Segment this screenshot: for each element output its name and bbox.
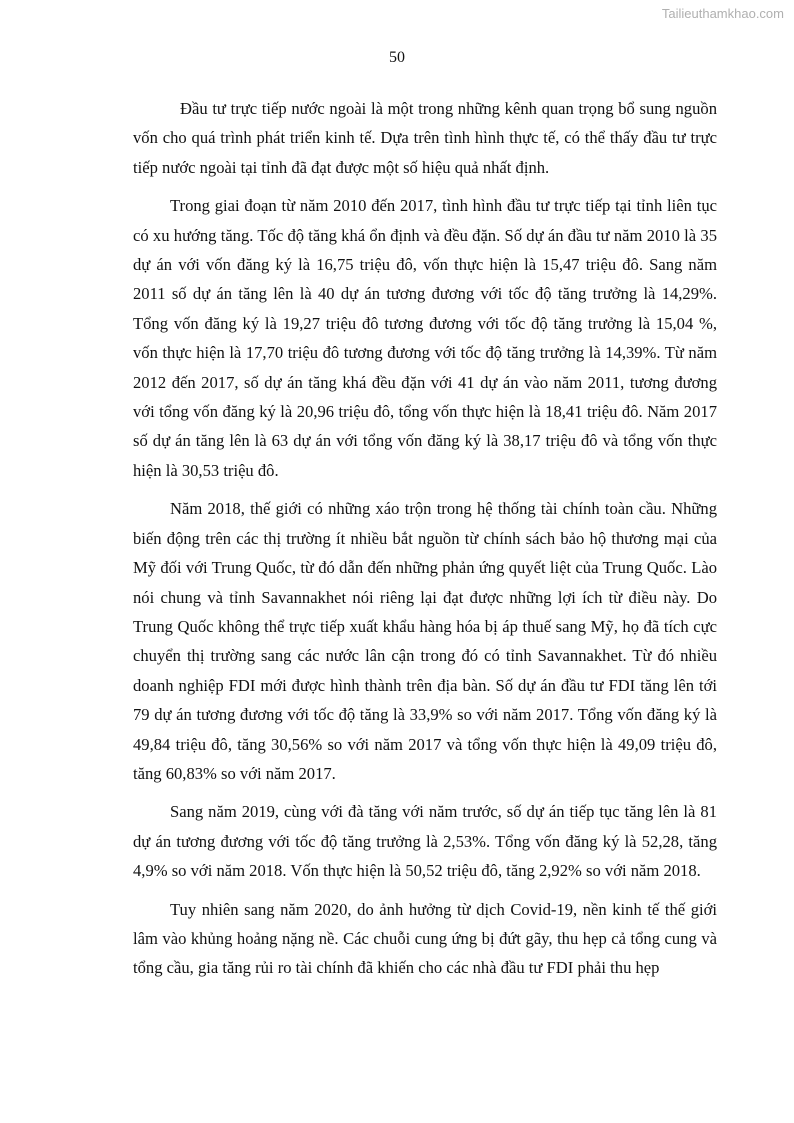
paragraph-2010-2017: Trong giai đoạn từ năm 2010 đến 2017, tình hình đầu tư trực tiếp tại tỉnh liên tục có xu hướng tăng. Tốc độ tăng khá ổn định và đều đặn. Số dự án đầu tư năm 2010 là 35 dự án với vốn đăng ký là 16,75 triệu đô, vốn thực hiện là 15,47 triệu đô. Sang năm 2011 số dự án tăng lên là 40 dự án tương đương với tốc độ tăng trưởng là 14,29%. Tổng vốn đăng ký là 19,27 triệu đô tương đương với tốc độ tăng trưởng là 15,04 %, vốn thực hiện là 17,70 triệu đô tương đương với tốc độ tăng trưởng là 14,39%. Từ năm 2012 đến 2017, số dự án tăng khá đều đặn với 41 dự án vào năm 2011, tương đương với tổng vốn đăng ký là 20,96 triệu đô, tổng vốn thực hiện là 18,41 triệu đô. Năm 2017 số dự án tăng lên là 63 dự án với tổng vốn đăng ký là 38,17 triệu đô và tổng vốn thực hiện là 30,53 triệu đô.	[133, 196, 717, 480]
paragraph-fdi-intro: Đầu tư trực tiếp nước ngoài là một trong những kênh quan trọng bổ sung nguồn vốn cho quá trình phát triển kinh tế. Dựa trên tình hình thực tế, có thể thấy đầu tư trực tiếp nước ngoài tại tỉnh đã đạt được một số hiệu quả nhất định.	[133, 99, 717, 177]
page-number: 50	[389, 49, 405, 66]
body-text	[133, 94, 717, 992]
paragraph-2019: Sang năm 2019, cùng với đà tăng với năm trước, số dự án tiếp tục tăng lên là 81 dự án tương đương với tốc độ tăng trưởng là 2,53%. Tổng vốn đăng ký là 52,28, tăng 4,9% so với năm 2018. Vốn thực hiện là 50,52 triệu đô, tăng 2,92% so với năm 2018.	[133, 802, 717, 881]
paragraph-2018: Năm 2018, thế giới có những xáo trộn trong hệ thống tài chính toàn cầu. Những biến động trên các thị trường ít nhiều bắt nguồn từ chính sách bảo hộ thương mại của Mỹ đối với Trung Quốc, từ đó dẫn đến những phản ứng quyết liệt của Trung Quốc. Lào nói chung và tỉnh Savannakhet nói riêng lại đạt được những lợi ích từ điều này. Do Trung Quốc không thể trực tiếp xuất khẩu hàng hóa bị áp thuế sang Mỹ, họ đã tích cực chuyển thị trường sang các nước lân cận trong đó có tỉnh Savannakhet. Từ đó nhiều doanh nghiệp FDI mới được hình thành trên địa bàn. Số dự án đầu tư FDI tăng lên tới 79 dự án tương đương với tốc độ tăng là 33,9% so với năm 2017. Tổng vốn đăng ký là 49,84 triệu đô, tăng 30,56% so với năm 2017 và tổng vốn thực hiện là 49,09 triệu đô, tăng 60,83% so với năm 2017.	[133, 499, 717, 783]
paragraph-2020: Tuy nhiên sang năm 2020, do ảnh hưởng từ dịch Covid-19, nền kinh tế thế giới lâm vào khủng hoảng nặng nề. Các chuỗi cung ứng bị đứt gãy, thu hẹp cả tổng cung và tổng cầu, gia tăng rủi ro tài chính đã khiến cho các nhà đầu tư FDI phải thu hẹp	[133, 899, 717, 978]
watermark: Tailieuthamkhao.com	[661, 6, 784, 21]
